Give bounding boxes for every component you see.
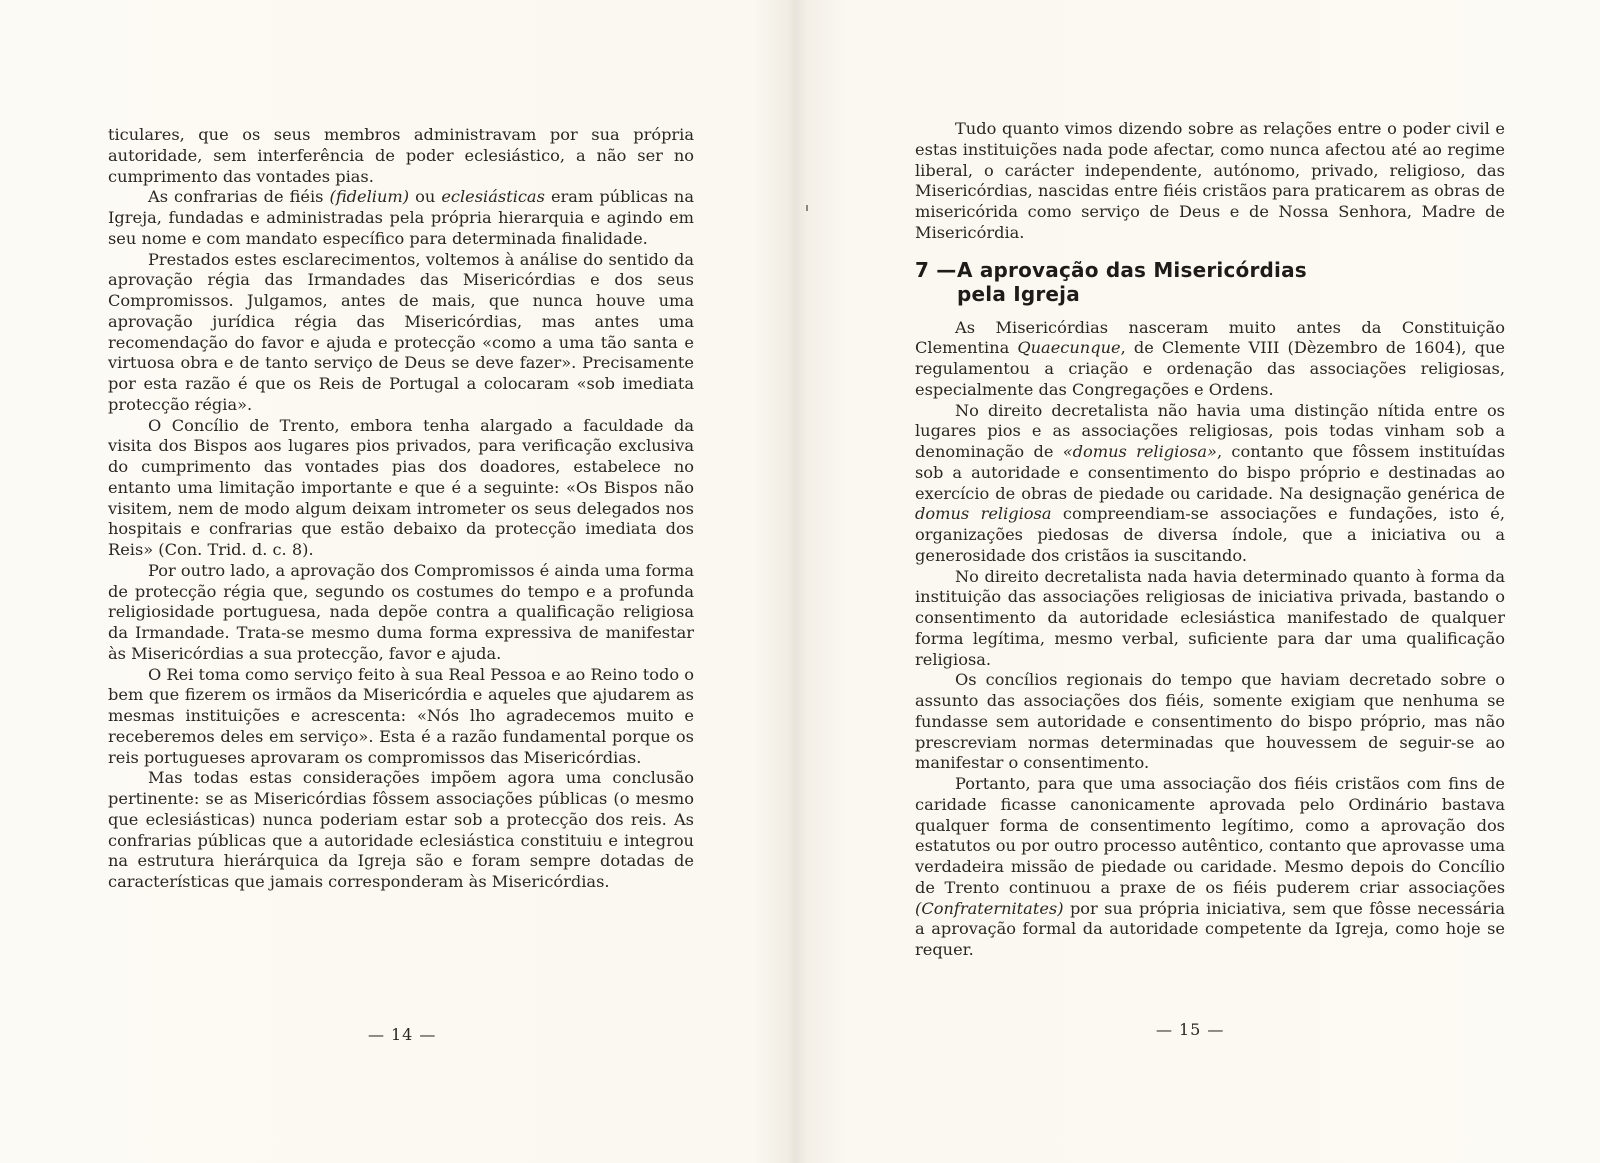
section-heading [915,258,1505,306]
section-number: 7 — [915,257,957,282]
section-title-line1: A aprovação das Misericórdias [957,257,1307,282]
section-title-line2: pela Igreja [957,281,1080,306]
paragraph: No direito decretalista nada havia determinado quanto à forma da instituição das associações religiosas de iniciativa privada, bastando o consentimento da autoridade eclesiástica manifestado de qualquer forma legítima, mesmo verbal, suficiente para dar uma qualificação religiosa. [915,566,1505,669]
paragraph: ticulares, que os seus membros administravam por sua própria autoridade, sem interferência de poder eclesiástico, a não ser no cumprimento das vontades pias. [108,125,694,186]
paragraph: Mas todas estas considerações impõem agora uma conclusão pertinente: se as Misericórdias fôssem associações públicas (o mesmo que eclesiásticas) nunca poderiam estar sob a protecção dos reis. As confrarias públicas que a autoridade eclesiástica constituiu e integrou na estrutura hierárquica da Igreja são e foram sempre dotadas de características que jamais corresponderam às Misericórdias. [108,768,694,891]
paragraph: O Concílio de Trento, embora tenha alargado a faculdade da visita dos Bispos aos lugares pios privados, para verificação exclusiva do cumprimento das vontades pias dos doadores, estabelece no entanto uma limitação importante e que é a seguinte: «Os Bispos não visitem, nem de modo algum deixam intrometer os seus delegados nos hospitais e confrarias que estão debaixo da protecção imediata dos Reis» (Con. Trid. d. c. 8). [108,415,694,559]
left-page-text [108,125,694,893]
gutter-mark [806,205,808,211]
paragraph: Portanto, para que uma associação dos fiéis cristãos com fins de caridade ficasse canonicamente aprovada pelo Ordinário bastava qualquer forma de consentimento legítimo, como a aprovação dos estatutos ou por outro processo autêntico, contanto que aprovasse uma verdadeira missão de piedade ou caridade. Mesmo depois do Concílio de Trento continuou a praxe de os fiéis puderem criar associações (Confraternitates) por sua própria iniciativa, sem que fôsse necessária a aprovação formal da autoridade competente da Igreja, como hoje se requer. [915,774,1505,959]
right-page [810,0,1600,1163]
paragraph: As confrarias de fiéis (fidelium) ou eclesiásticas eram públicas na Igreja, fundadas e administradas pela própria hierarquia e agindo em seu nome e com mandato específico para determinada finalidade. [108,187,695,248]
paragraph: Por outro lado, a aprovação dos Compromissos é ainda uma forma de protecção régia que, segundo os costumes do tempo e a profunda religiosidade portuguesa, nada depõe contra a qualificação religiosa da Irmandade. Trata-se mesmo duma forma expressiva de manifestar às Misericórdias a sua protecção, favor e ajuda. [108,560,694,663]
paragraph: Tudo quanto vimos dizendo sobre as relações entre o poder civil e estas instituições nada pode afectar, como nunca afectou até ao regime liberal, o carácter independente, autónomo, privado, religioso, das Misericórdias, nascidas entre fiéis cristãos para praticarem as obras de misericórida como serviço de Deus e de Nossa Senhora, Madre de Misericórdia. [915,119,1505,242]
right-intro-paragraph [915,119,1505,244]
paragraph: No direito decretalista não havia uma distinção nítida entre os lugares pios e as associações religiosas, pois todas vinham sob a denominação de «domus religiosa», contanto que fôssem instituídas sob a autoridade e consentimento do bispo próprio e destinadas ao exercício de obras de piedade ou caridade. Na designação genérica de domus religiosa compreendiam-se associações e fundações, isto é, organizações piedosas de diversa índole, que a iniciativa ou a generosidade dos cristãos ia suscitando. [915,400,1506,565]
paragraph: Prestados estes esclarecimentos, voltemos à análise do sentido da aprovação régia das Irmandades das Misericórdias e dos seus Compromissos. Julgamos, antes de mais, que nunca houve uma aprovação jurídica régia das Misericórdias, mas antes uma recomendação do favor e ajuda e protecção «como a uma tão santa e virtuosa obra e de tanto serviço de Deus se deve fazer». Precisamente por esta razão é que os Reis de Portugal a colocaram «sob imediata protecção régia». [108,249,694,414]
left-page-number: — 14 — [368,1025,437,1044]
left-page [0,0,790,1163]
paragraph: As Misericórdias nasceram muito antes da Constituição Clementina Quaecunque, de Clemente VIII (Dèzembro de 1604), que regulamentou a criação e ordenação das associações religiosas, especialmente das Congregações e Ordens. [915,317,1505,399]
paragraph: O Rei toma como serviço feito à sua Real Pessoa e ao Reino todo o bem que fizerem os irmãos da Misericórdia e aqueles que ajudarem as mesmas instituições e acrescenta: «Nós lho agradecemos muito e receberemos deles em serviço». Esta é a razão fundamental porque os reis portugueses aprovaram os compromissos das Misericórdias. [108,664,694,767]
right-body [915,318,1505,961]
right-page-number: — 15 — [1156,1020,1225,1039]
paragraph: Os concílios regionais do tempo que haviam decretado sobre o assunto das associações dos fiéis, somente exigiam que nenhuma se fundasse sem autoridade e consentimento do bispo próprio, mas não prescreviam normas determinadas que houvessem de seguir-se ao manifestar o consentimento. [915,670,1505,773]
right-page-text [915,119,1505,961]
